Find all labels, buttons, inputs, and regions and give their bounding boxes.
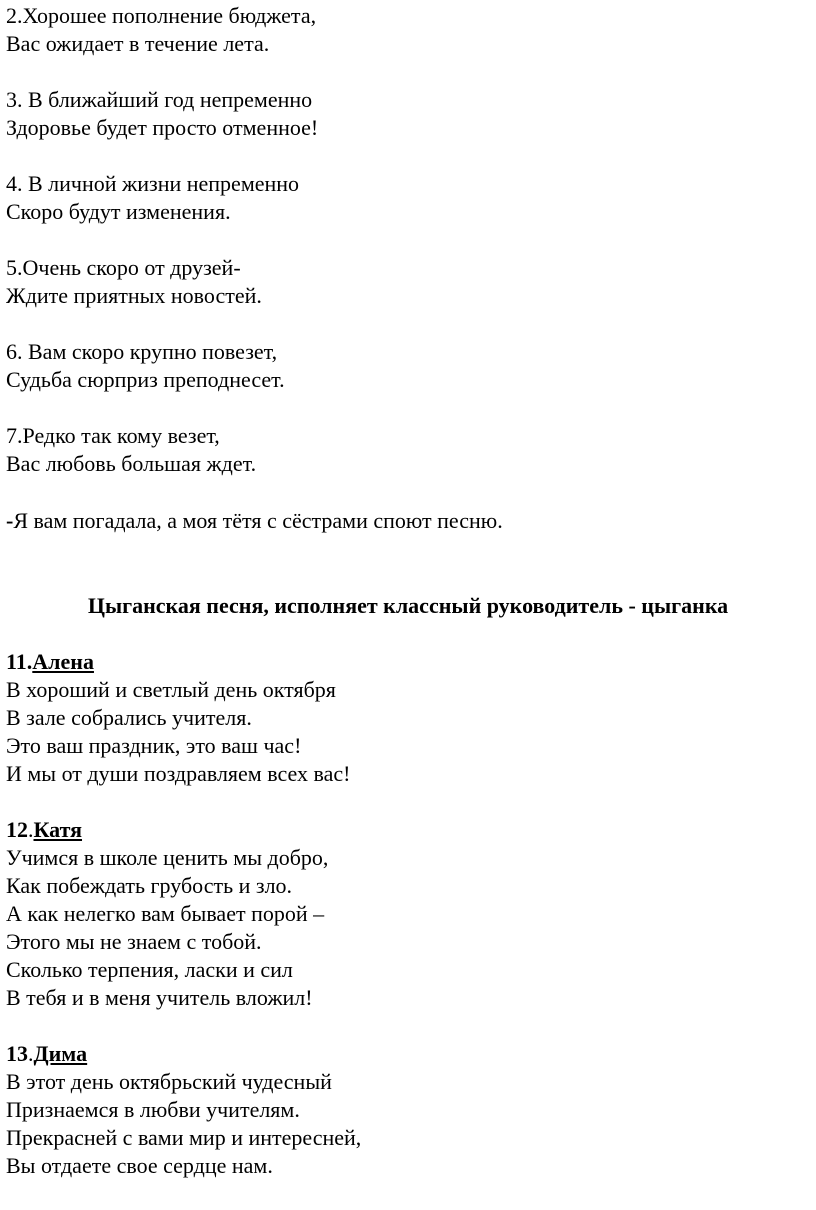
- prediction-4-line-1: 4. В личной жизни непременно: [6, 171, 300, 196]
- prediction-6-line-1: 6. Вам скоро крупно повезет,: [6, 339, 278, 364]
- verse-12-number: 12: [6, 817, 28, 842]
- verse-12-line-4: Этого мы не знаем с тобой.: [6, 929, 262, 954]
- song-title: Цыганская песня, исполняет классный руководитель - цыганка: [87, 593, 729, 618]
- prediction-3-line-1: 3. В ближайший год непременно: [6, 87, 313, 112]
- verse-12-line-3: А как нелегко вам бывает порой –: [6, 901, 325, 926]
- prediction-3-line-2: Здоровье будет просто отменное!: [6, 115, 319, 140]
- verse-13-line-4: Вы отдаете свое сердце нам.: [6, 1153, 273, 1178]
- closing-dash: -: [6, 508, 14, 533]
- verse-11-header: [6, 648, 94, 676]
- verse-12-sep: .: [28, 817, 34, 842]
- prediction-7-line-2: Вас любовь большая ждет.: [6, 451, 257, 476]
- verse-12-line-2: Как побеждать грубость и зло.: [6, 873, 293, 898]
- verse-12-line-1: Учимся в школе ценить мы добро,: [6, 845, 329, 870]
- verse-11-name: Алена: [32, 649, 94, 674]
- verse-12-name: Катя: [33, 817, 83, 842]
- closing-line: [6, 507, 503, 535]
- verse-11-line-3: Это ваш праздник, это ваш час!: [6, 733, 302, 758]
- verse-12-line-5: Сколько терпения, ласки и сил: [6, 957, 293, 982]
- prediction-5-line-1: 5.Очень скоро от друзей-: [6, 255, 241, 280]
- verse-13-name: Дима: [33, 1041, 88, 1066]
- verse-12-header: [6, 816, 82, 844]
- verse-11-line-2: В зале собрались учителя.: [6, 705, 252, 730]
- verse-11-line-4: И мы от души поздравляем всех вас!: [6, 761, 351, 786]
- prediction-6-line-2: Судьба сюрприз преподнесет.: [6, 367, 285, 392]
- closing-text: Я вам погадала, а моя тётя с сёстрами споют песню.: [13, 508, 503, 533]
- verse-13-line-1: В этот день октябрьский чудесный: [6, 1069, 332, 1094]
- prediction-2-line-2: Вас ожидает в течение лета.: [6, 31, 270, 56]
- prediction-2-line-1: 2.Хорошее пополнение бюджета,: [6, 3, 317, 28]
- prediction-7-line-1: 7.Редко так кому везет,: [6, 423, 220, 448]
- verse-11-number: 11.: [6, 649, 33, 674]
- verse-13-header: [6, 1040, 87, 1068]
- verse-13-number: 13: [6, 1041, 28, 1066]
- verse-11-line-1: В хороший и светлый день октября: [6, 677, 336, 702]
- verse-13-sep: .: [28, 1041, 34, 1066]
- verse-13-line-2: Признаемся в любви учителям.: [6, 1097, 300, 1122]
- prediction-4-line-2: Скоро будут изменения.: [6, 199, 231, 224]
- verse-12-line-6: В тебя и в меня учитель вложил!: [6, 985, 313, 1010]
- verse-13-line-3: Прекрасней с вами мир и интересней,: [6, 1125, 362, 1150]
- prediction-5-line-2: Ждите приятных новостей.: [6, 283, 262, 308]
